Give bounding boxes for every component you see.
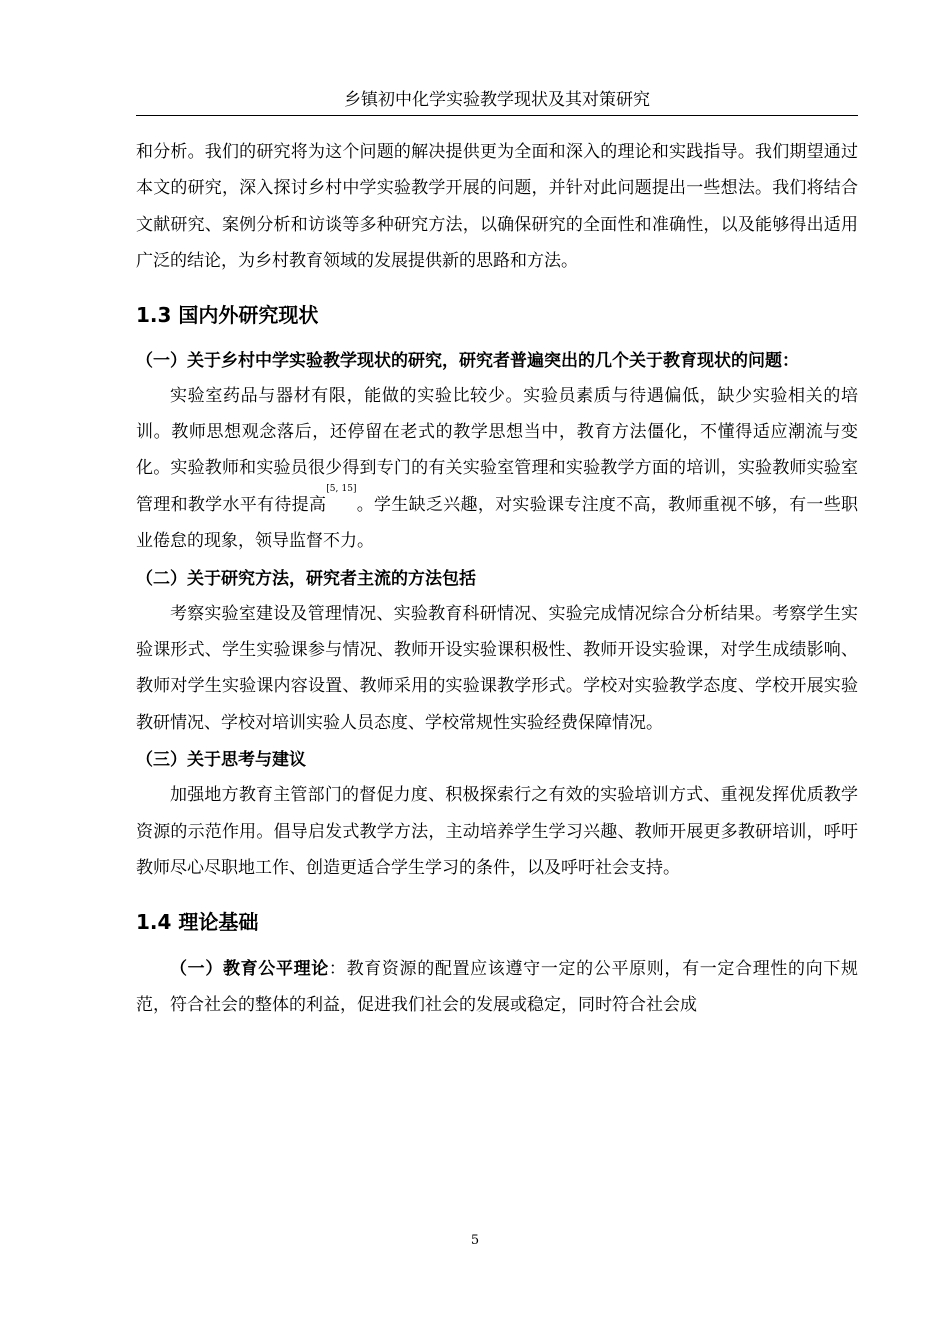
- subsection-heading-current-status: （一）关于乡村中学实验教学现状的研究，研究者普遍突出的几个关于教育现状的问题：: [136, 350, 799, 371]
- current-status-paragraph: [136, 378, 858, 560]
- equity-theory-text: ：教育资源的配置应该遵守一定的公平原则，有一定合理性的向下规范，符合社会的整体的利益，促进我们社会的发展或稳定，同时符合社会成: [136, 958, 858, 1015]
- page-header: [136, 88, 858, 116]
- equity-theory-paragraph: [136, 951, 858, 1024]
- subsection-heading-suggestions: （三）关于思考与建议: [136, 750, 306, 771]
- section-heading-1-4: 1.4 理论基础: [136, 909, 259, 934]
- current-status-text-b: 。学生缺乏兴趣，对实验课专注度不高，教师重视不够，有一些职业倦怠的现象，领导监督不力。: [136, 494, 858, 552]
- equity-theory-label: （一）教育公平理论: [170, 958, 329, 979]
- suggestions-paragraph: 加强地方教育主管部门的督促力度、积极探索行之有效的实验培训方式、重视发挥优质教学资源的示范作用。倡导启发式教学方法，主动培养学生学习兴趣、教师开展更多教研培训，呼吁教师尽心尽职地工作、创造更适合学生学习的条件，以及呼吁社会支持。: [136, 785, 858, 879]
- page-number: 5: [470, 1233, 480, 1248]
- methods-paragraph: 考察实验室建设及管理情况、实验教育科研情况、实验完成情况综合分析结果。考察学生实验课形式、学生实验课参与情况、教师开设实验课积极性、教师开设实验课，对学生成绩影响、教师对学生实验课内容设置、教师采用的实验课教学形式。学校对实验教学态度、学校开展实验教研情况、学校对培训实验人员态度、学校常规性实验经费保障情况。: [136, 603, 858, 733]
- intro-paragraph: 和分析。我们的研究将为这个问题的解决提供更为全面和深入的理论和实践指导。我们期望通过本文的研究，深入探讨乡村中学实验教学开展的问题，并针对此问题提出一些想法。我们将结合文献研究、案例分析和访谈等多种研究方法，以确保研究的全面性和准确性，以及能够得出适用广泛的结论，为乡村教育领域的发展提供新的思路和方法。: [136, 142, 858, 272]
- citation: [5, 15]: [326, 483, 357, 494]
- page-content: [136, 134, 858, 1023]
- current-status-text-a: 实验室药品与器材有限，能做的实验比较少。实验员素质与待遇偏低，缺少实验相关的培训。教师思想观念落后，还停留在老式的教学思想当中，教育方法僵化，不懂得适应潮流与变化。实验教师和实验员很少得到专门的有关实验室管理和实验教学方面的培训，实验教师实验室管理和教学水平有待提高: [136, 385, 858, 515]
- section-heading-1-3: 1.3 国内外研究现状: [136, 302, 319, 327]
- running-title: 乡镇初中化学实验教学现状及其对策研究: [344, 90, 650, 110]
- subsection-heading-methods: （二）关于研究方法，研究者主流的方法包括: [136, 568, 476, 589]
